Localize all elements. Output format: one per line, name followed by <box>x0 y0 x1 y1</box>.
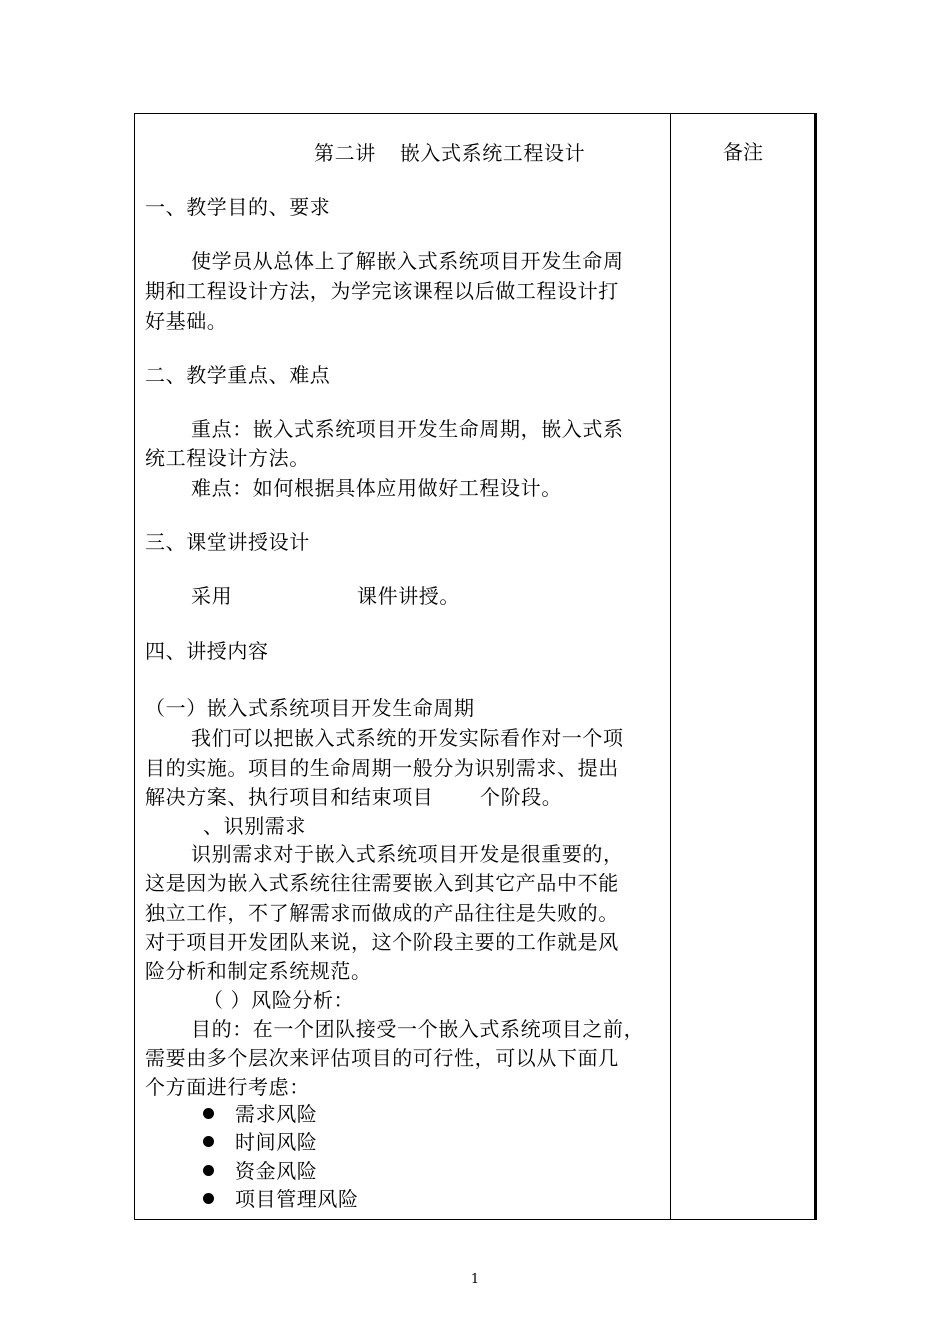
paragraph-line: 统工程设计方法。 <box>145 446 310 470</box>
bullet-item: 项目管理风险 <box>203 1186 359 1212</box>
lecture-title: 嵌入式系统工程设计 <box>399 141 586 165</box>
paragraph-line: 险分析和制定系统规范。 <box>145 959 372 983</box>
paragraph-line: 重点：嵌入式系统项目开发生命周期，嵌入式系 <box>191 417 624 441</box>
item-heading: 、识别需求 <box>203 814 306 838</box>
bullet-icon <box>203 1136 214 1147</box>
paragraph-line: 独立工作，不了解需求而做成的产品往往是失败的。 <box>145 901 619 925</box>
bullet-icon <box>203 1193 214 1204</box>
section-heading-3: 三、课堂讲授设计 <box>145 530 310 554</box>
section-heading-4: 四、讲授内容 <box>145 639 269 663</box>
lecture-number: 第二讲 <box>314 141 376 165</box>
subsection-heading: （一）嵌入式系统项目开发生命周期 <box>145 696 475 720</box>
bullet-item: 需求风险 <box>203 1101 317 1127</box>
paragraph-line: 个方面进行考虑： <box>145 1075 310 1099</box>
bullet-icon <box>203 1108 214 1119</box>
paragraph-line: 目的实施。项目的生命周期一般分为识别需求、提出 <box>145 756 619 780</box>
bullet-icon <box>203 1165 214 1176</box>
paragraph-line: 好基础。 <box>145 309 228 333</box>
section-heading-2: 二、教学重点、难点 <box>145 363 331 387</box>
bullet-item: 资金风险 <box>203 1158 317 1184</box>
risk-heading: （ ）风险分析： <box>203 988 355 1012</box>
paragraph-line: 这是因为嵌入式系统往往需要嵌入到其它产品中不能 <box>145 871 619 895</box>
paragraph-line: 识别需求对于嵌入式系统项目开发是很重要的， <box>191 842 624 866</box>
paragraph-line: 使学员从总体上了解嵌入式系统项目开发生命周 <box>191 249 624 273</box>
paragraph-line: 对于项目开发团队来说，这个阶段主要的工作就是风 <box>145 930 619 954</box>
paragraph-line: 需要由多个层次来评估项目的可行性，可以从下面几 <box>145 1046 619 1070</box>
paragraph-line: 目的：在一个团队接受一个嵌入式系统项目之前， <box>191 1017 645 1041</box>
page-number: 1 <box>470 1272 480 1287</box>
bullet-item: 时间风险 <box>203 1129 317 1155</box>
teaching-method-a: 采用 <box>191 584 233 608</box>
lecture-heading <box>314 140 585 166</box>
paragraph-line: 难点：如何根据具体应用做好工程设计。 <box>191 476 562 500</box>
teaching-method-b: 课件讲授。 <box>357 584 460 608</box>
paragraph-line: 个阶段。 <box>480 785 563 809</box>
lesson-table <box>134 113 817 1220</box>
paragraph-line: 解决方案、执行项目和结束项目 <box>145 785 434 809</box>
paragraph-line: 我们可以把嵌入式系统的开发实际看作对一个项 <box>191 726 624 750</box>
section-heading-1: 一、教学目的、要求 <box>145 195 331 219</box>
column-divider <box>670 114 671 1219</box>
notes-header: 备注 <box>723 140 763 164</box>
paragraph-line: 期和工程设计方法，为学完该课程以后做工程设计打 <box>145 279 619 303</box>
